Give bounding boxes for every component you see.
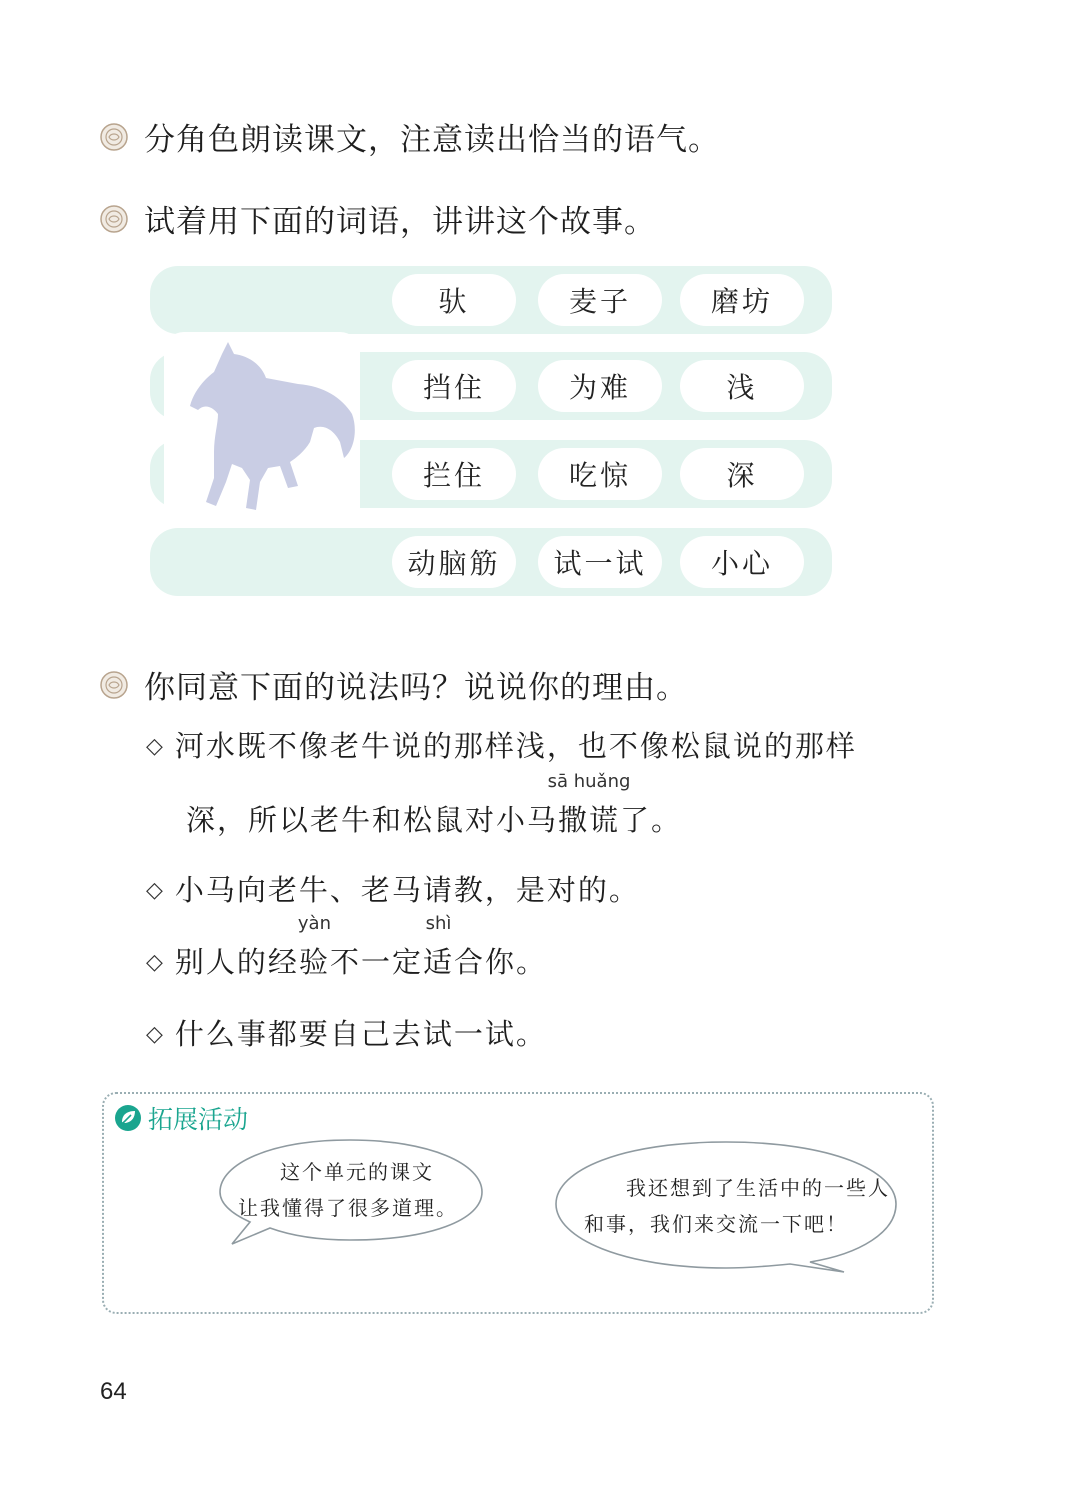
word-chip: 麦子 — [538, 274, 662, 326]
pinyin-annotation: shì — [425, 913, 452, 934]
annotated-word: 验 — [298, 945, 330, 979]
task-text: 分角色朗读课文，注意读出恰当的语气。 — [144, 122, 720, 158]
annotated-word: 适 — [422, 945, 454, 979]
opinion-text: 深，所以老牛和松鼠对小马 — [186, 803, 559, 837]
word-chip: 磨坊 — [680, 274, 804, 326]
bubble-left-line: 这个单元的课文 — [280, 1160, 434, 1184]
word-chip: 小心 — [680, 536, 804, 588]
word-chip: 深 — [680, 448, 804, 500]
word-chip: 挡住 — [392, 360, 516, 412]
word-chip: 拦住 — [392, 448, 516, 500]
opinion-text: 不一定 — [329, 945, 423, 979]
annotated-word: 撒谎 — [558, 803, 621, 837]
opinion-text: 河水既不像老牛说的那样浅，也不像松鼠说的那样 — [174, 729, 857, 763]
pinyin-annotation: sā huǎng — [547, 771, 631, 792]
opinion-text: 什么事都要自己去试一试。 — [174, 1017, 547, 1051]
extension-title-text: 拓展活动 — [148, 1105, 249, 1134]
diamond-icon: ◇ — [146, 1022, 165, 1047]
bubble-right-line: 和事，我们来交流一下吧！ — [584, 1212, 848, 1236]
word-chip: 试一试 — [538, 536, 662, 588]
task-text: 试着用下面的词语，讲讲这个故事。 — [144, 204, 656, 240]
diamond-icon: ◇ — [146, 878, 165, 903]
bubble-left-line: 让我懂得了很多道理。 — [238, 1196, 458, 1220]
task-text: 你同意下面的说法吗？说说你的理由。 — [144, 670, 688, 706]
opinion-text: 合你。 — [453, 945, 547, 979]
pinyin-annotation: yàn — [297, 913, 331, 934]
word-chip: 驮 — [392, 274, 516, 326]
opinion-text: 别人的经 — [174, 945, 299, 979]
opinion-text: 小马向老牛、老马请教，是对的。 — [174, 873, 640, 907]
word-chip: 为难 — [538, 360, 662, 412]
diamond-icon: ◇ — [146, 734, 165, 759]
opinion-text: 了。 — [620, 803, 683, 837]
page-number: 64 — [100, 1378, 127, 1405]
word-chip: 浅 — [680, 360, 804, 412]
diamond-icon: ◇ — [146, 950, 165, 975]
bubble-right-line: 我还想到了生活中的一些人 — [626, 1176, 890, 1200]
word-chip: 动脑筋 — [392, 536, 516, 588]
word-chip: 吃惊 — [538, 448, 662, 500]
